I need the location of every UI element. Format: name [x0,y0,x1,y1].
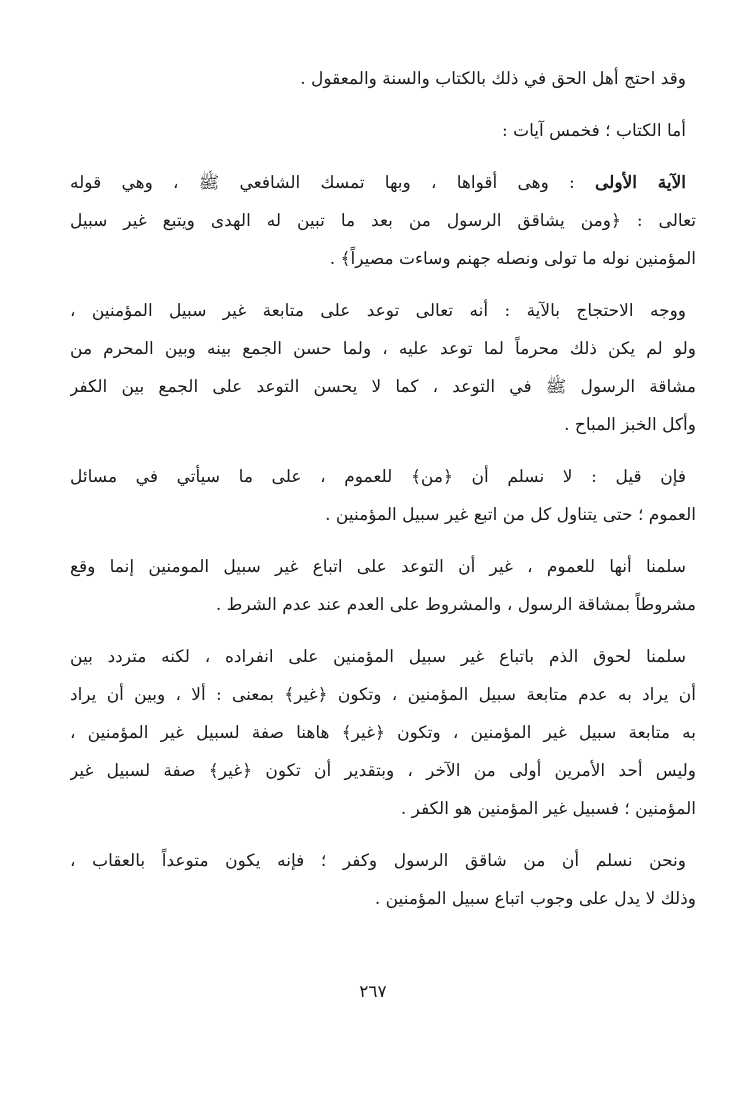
text-line: ووجه الاحتجاج بالآية : أنه تعالى توعد على متابعة غير سبيل المؤمنين ، [70,301,686,321]
paragraph-intro [70,60,696,98]
paragraph-argument [70,292,696,444]
text-fragment: : وهى أقواها ، وبها تمسك الشافعي ﷺ ، وهي قوله [70,173,575,193]
text-line: وذلك لا يدل على وجوب اتباع سبيل المؤمنين . [374,889,696,909]
paragraph-objection-3 [70,638,696,828]
text-line: مشروطاً بمشاقة الرسول ، والمشروط على العدم عند عدم الشرط . [215,595,696,615]
text-line: أما الكتاب ؛ فخمس آيات : [501,121,686,141]
text-line: تعالى : ﴿ومن يشاقق الرسول من بعد ما تبين له الهدى ويتبع غير سبيل [70,211,696,231]
paragraph-objection-1 [70,458,696,534]
text-line: العموم ؛ حتى يتناول كل من اتبع غير سبيل المؤمنين . [325,505,696,525]
text-line: سلمنا لحوق الذم باتباع غير سبيل المؤمنين على انفراده ، لكنه متردد بين [70,647,686,667]
text-line: به متابعة سبيل غير المؤمنين ، وتكون ﴿غير﴾ هاهنا صفة لسبيل غير المؤمنين ، [70,723,696,743]
text-line: فإن قيل : لا نسلم أن ﴿من﴾ للعموم ، على ما سيأتي في مسائل [70,467,686,487]
paragraph-objection-4 [70,842,696,918]
paragraph-objection-2 [70,548,696,624]
text-line [70,164,696,202]
text-line: وقد احتج أهل الحق في ذلك بالكتاب والسنة والمعقول . [300,69,686,89]
text-line: وأكل الخبز المباح . [564,415,696,435]
text-line: ونحن نسلم أن من شاقق الرسول وكفر ؛ فإنه يكون متوعداً بالعقاب ، [70,851,686,871]
paragraph-quran-verses-count [70,112,696,150]
text-line: سلمنا أنها للعموم ، غير أن التوعد على اتباع غير سبيل المومنين إنما وقع [70,557,686,577]
page-body [70,60,696,1040]
text-line: وليس أحد الأمرين أولى من الآخر ، وبتقدير أن تكون ﴿غير﴾ صفة لسبيل غير [70,761,696,781]
text-line: المؤمنين ؛ فسبيل غير المؤمنين هو الكفر . [400,799,696,819]
text-line: المؤمنين نوله ما تولى ونصله جهنم وساءت مصيراً﴾ . [329,249,696,269]
text-line: مشاقة الرسول ﷺ في التوعد ، كما لا يحسن التوعد على الجمع بين الكفر [70,377,696,397]
paragraph-first-verse [70,164,696,278]
verse-heading: الآية الأولى [595,173,687,193]
text-line: أن يراد به عدم متابعة سبيل المؤمنين ، وتكون ﴿غير﴾ بمعنى : ألا ، وبين أن يراد [70,685,696,705]
page-number: ٢٦٧ [359,982,387,1002]
text-line: ولو لم يكن ذلك محرماً لما توعد عليه ، ولما حسن الجمع بينه وبين المحرم من [70,339,696,359]
